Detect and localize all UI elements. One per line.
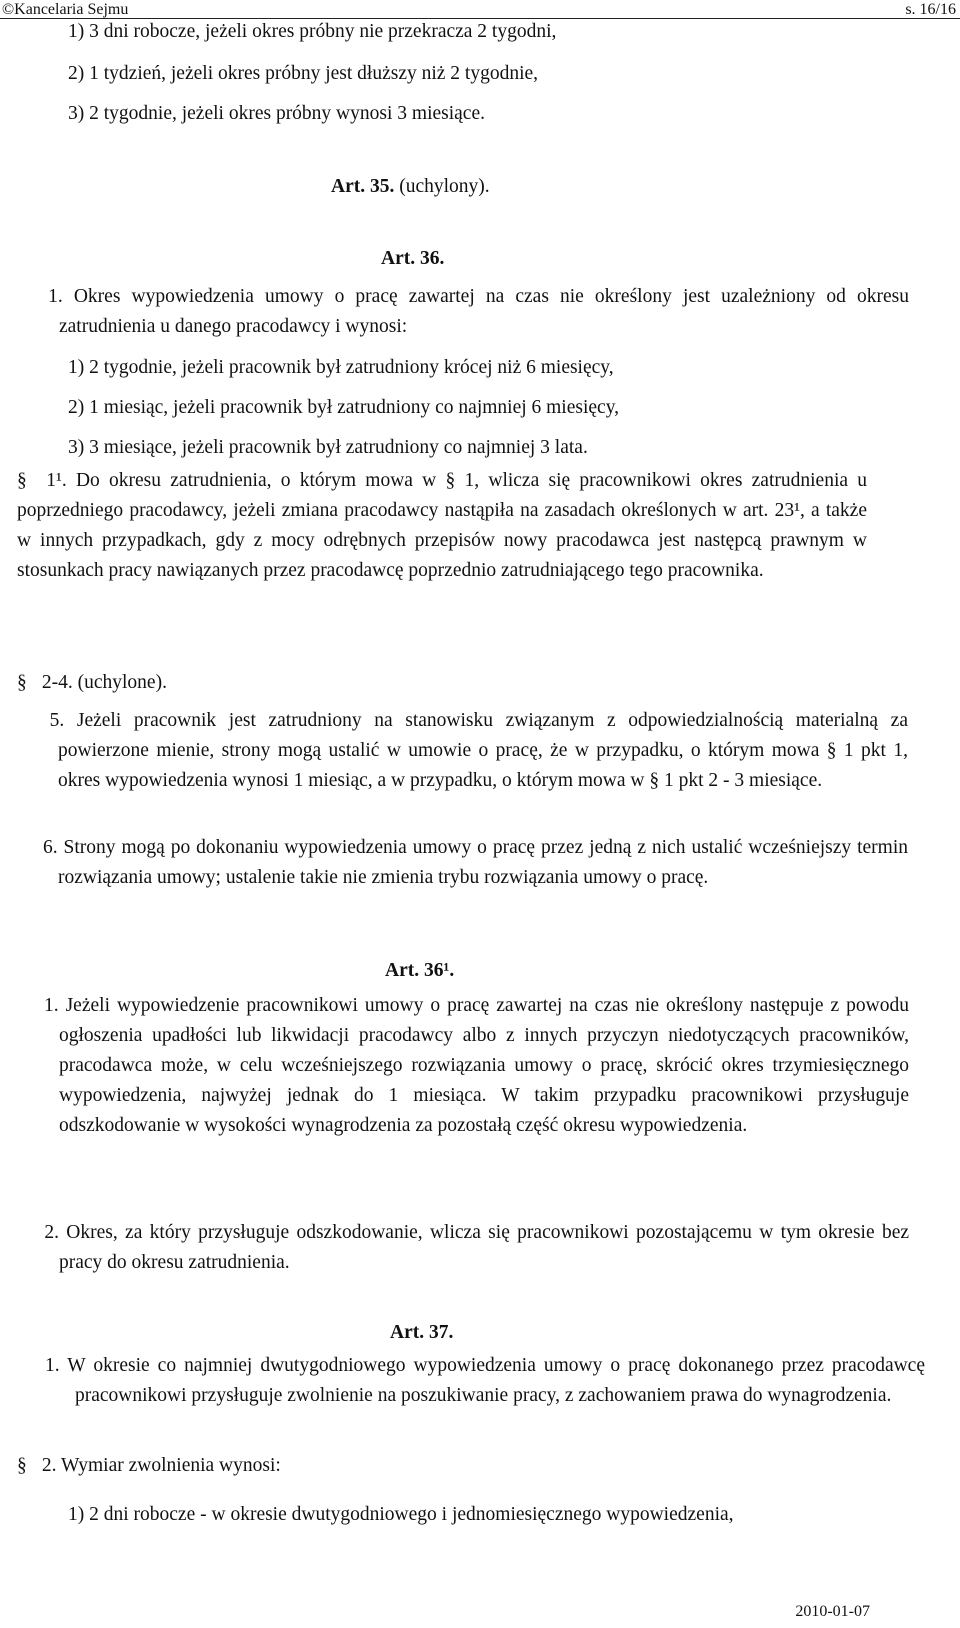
art36-1-par2-text: 2. Okres, za który przysługuje odszkodowanie, wlicza się pracownikowi pozostającemu w tym okresie bez pracy do okresu zatrudnienia. [44, 1222, 910, 1273]
list-item: 3) 2 tygodnie, jeżeli okres próbny wynosi 3 miesiące. [68, 103, 485, 124]
art36-par1-1 [17, 466, 867, 586]
art37-par1 [17, 1351, 925, 1411]
header-page-number: s. 16/16 [905, 1, 956, 18]
list-item: 1) 2 dni robocze - w okresie dwutygodniowego i jednomiesięcznego wypowiedzenia, [68, 1504, 734, 1525]
section-sign [17, 1351, 37, 1381]
art36-par6 [17, 833, 908, 893]
art36-par1-1-text: 1¹. Do okresu zatrudnienia, o którym mowa w § 1, wlicza się pracownikowi okres zatrudnienia u poprzedniego pracodawcy, jeżeli zmiana pracodawcy nastąpiła na zasadach określonych w art. 23¹, a także w innych przypadkach, gdy z mocy odrębnych przepisów nowy pracodawca jest następcą prawnym w stosunkach pracy nawiązanych przez pracodawcę poprzednio zatrudniającego tego pracownika. [17, 470, 868, 581]
list-item: 1) 3 dni robocze, jeżeli okres próbny nie przekracza 2 tygodni, [68, 21, 557, 42]
header-divider [0, 18, 960, 19]
art36-par2-4 [17, 668, 867, 698]
art36-title: Art. 36. [381, 248, 445, 269]
list-item: 2) 1 tydzień, jeżeli okres próbny jest dłuższy niż 2 tygodnie, [68, 63, 539, 84]
art36-par1-text: 1. Okres wypowiedzenia umowy o pracę zawartej na czas nie określony jest uzależniony od okresu zatrudnienia u danego pracodawcy i wynosi: [48, 286, 910, 337]
art37-par2-text: 2. Wymiar zwolnienia wynosi: [41, 1455, 281, 1476]
art36-par5-text: 5. Jeżeli pracownik jest zatrudniony na stanowisku związanym z odpowiedzialnością materialną za powierzone mienie, strony mogą ustalić w umowie o pracę, że w przypadku, o którym mowa § 1 pkt 1, okres wypowiedzenia wynosi 1 miesiąc, a w przypadku, o którym mowa w § 1 pkt 2 - 3 miesiące. [49, 710, 908, 791]
list-item: 3) 3 miesiące, jeżeli pracownik był zatrudniony co najmniej 3 lata. [68, 437, 588, 458]
article-heading [331, 175, 490, 199]
section-sign: § [17, 1455, 27, 1476]
art36-par2-4-text: 2-4. (uchylone). [41, 672, 167, 693]
art37-par2 [17, 1451, 867, 1481]
list-item: 2) 1 miesiąc, jeżeli pracownik był zatrudniony co najmniej 6 miesięcy, [68, 397, 620, 418]
section-sign [17, 706, 37, 736]
art36-par5 [17, 706, 908, 796]
section-sign [17, 991, 37, 1021]
page-header [0, 0, 960, 20]
header-copyright: ©Kancelaria Sejmu [2, 1, 129, 18]
section-sign [17, 282, 37, 312]
section-sign: § [17, 470, 27, 491]
section-sign [17, 833, 37, 863]
section-sign: § [17, 672, 27, 693]
art35-note: (uchylony). [399, 176, 490, 197]
art36-1-par2 [17, 1218, 909, 1278]
art36-par1 [17, 282, 909, 342]
art37-title: Art. 37. [390, 1322, 454, 1343]
art37-par1-text: 1. W okresie co najmniej dwutygodniowego wypowiedzenia umowy o pracę dokonanego przez pracodawcę pracownikowi przysługuje zwolnienie na poszukiwanie pracy, z zachowaniem prawa do wynagrodzenia. [45, 1355, 925, 1406]
art35-title: Art. 35. [331, 176, 395, 197]
list-item: 1) 2 tygodnie, jeżeli pracownik był zatrudniony krócej niż 6 miesięcy, [68, 357, 614, 378]
art36-1-title: Art. 36¹. [385, 960, 455, 981]
footer-date: 2010-01-07 [795, 1603, 870, 1620]
art36-par6-text: 6. Strony mogą po dokonaniu wypowiedzenia umowy o pracę przez jedną z nich ustalić wcześniejszy termin rozwiązania umowy; ustalenie takie nie zmienia trybu rozwiązania umowy o pracę. [42, 837, 909, 888]
art36-1-par1-text: 1. Jeżeli wypowiedzenie pracownikowi umowy o pracę zawartej na czas nie określony następuje z powodu ogłoszenia upadłości lub likwidacji pracodawcy albo z innych przyczyn niedotyczących pracowników, pracodawca może, w celu wcześniejszego rozwiązania umowy o pracę, skrócić okres trzymiesięcznego wypowiedzenia, najwyżej jednak do 1 miesiąca. W takim przypadku pracownikowi przysługuje odszkodowanie w wysokości wynagrodzenia za pozostałą część okresu wypowiedzenia. [43, 995, 909, 1136]
section-sign [17, 1218, 37, 1248]
art36-1-par1 [17, 991, 909, 1141]
